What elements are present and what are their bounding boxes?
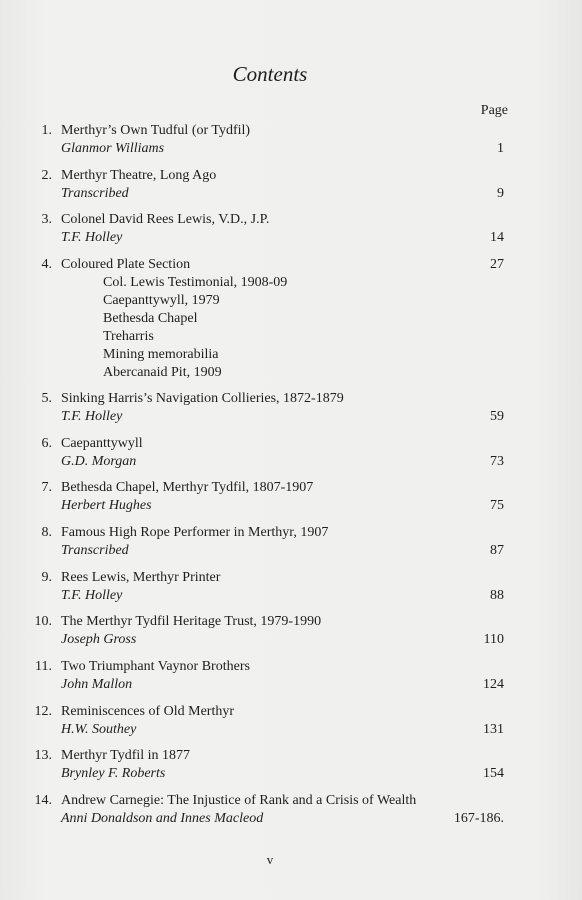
entry-number: 5.: [41, 391, 52, 406]
entry-page: 9: [497, 186, 504, 201]
entry-page: 27: [490, 257, 504, 272]
entry-number: 9.: [41, 570, 52, 585]
entry-author: H.W. Southey: [61, 722, 137, 737]
entry-title: Two Triumphant Vaynor Brothers: [61, 659, 250, 674]
entry-page: 167-186.: [453, 811, 504, 826]
entry-title: Famous High Rope Performer in Merthyr, 1907: [61, 525, 329, 540]
plate-subitem: Abercanaid Pit, 1909: [103, 365, 222, 380]
entry-title: Sinking Harris’s Navigation Collieries, 1872-1879: [61, 391, 344, 406]
plate-subitem: Treharris: [103, 329, 154, 344]
entry-page: 1: [497, 141, 504, 156]
entry-page: 154: [483, 766, 504, 781]
entry-number: 1.: [41, 123, 52, 138]
plate-subitem: Mining memorabilia: [103, 347, 219, 362]
entry-number: 3.: [41, 212, 52, 227]
entry-title: Merthyr Tydfil in 1877: [61, 748, 191, 763]
entry-author: Transcribed: [61, 186, 129, 201]
entry-title: Bethesda Chapel, Merthyr Tydfil, 1807-1907: [61, 480, 314, 495]
plate-subitem: Bethesda Chapel: [103, 311, 198, 326]
entry-number: 7.: [41, 480, 52, 495]
entry-author: Herbert Hughes: [61, 498, 152, 513]
entry-author: G.D. Morgan: [61, 454, 137, 469]
entry-page: 110: [483, 632, 504, 647]
entry-number: 8.: [41, 525, 52, 540]
entry-page: 59: [490, 409, 504, 424]
entry-title: Rees Lewis, Merthyr Printer: [61, 570, 221, 585]
entry-author: T.F. Holley: [61, 230, 123, 245]
entry-author: John Mallon: [61, 677, 133, 692]
entry-author: Transcribed: [61, 543, 129, 558]
entry-page: 87: [490, 543, 504, 558]
plate-subitem: Caepanttywyll, 1979: [103, 293, 220, 308]
entry-title: Merthyr’s Own Tudful (or Tydfil): [61, 123, 251, 138]
entry-page: 14: [490, 230, 504, 245]
entry-number: 4.: [41, 257, 52, 272]
entry-page: 75: [490, 498, 504, 513]
page-column-header: Page: [480, 103, 508, 118]
entry-number: 10.: [34, 614, 52, 629]
entry-page: 131: [483, 722, 504, 737]
entry-page: 88: [490, 588, 504, 603]
entry-title: Colonel David Rees Lewis, V.D., J.P.: [61, 212, 270, 227]
entry-title: Merthyr Theatre, Long Ago: [61, 168, 217, 183]
entry-number: 2.: [41, 168, 52, 183]
page-number-footer: v: [266, 852, 274, 867]
entry-author: T.F. Holley: [61, 588, 123, 603]
entry-number: 6.: [41, 436, 52, 451]
entry-number: 14.: [34, 793, 52, 808]
entry-number: 11.: [35, 659, 52, 674]
entry-title: Coloured Plate Section: [61, 257, 191, 272]
entry-page: 73: [490, 454, 504, 469]
entry-author: Glanmor Williams: [61, 141, 165, 156]
entry-number: 13.: [34, 748, 52, 763]
entry-title: Caepanttywyll: [61, 436, 143, 451]
entry-page: 124: [483, 677, 504, 692]
entry-title: Andrew Carnegie: The Injustice of Rank and a Crisis of Wealth: [61, 793, 417, 808]
entry-number: 12.: [34, 704, 52, 719]
entry-title: The Merthyr Tydfil Heritage Trust, 1979-1990: [61, 614, 322, 629]
page-title: Contents: [232, 62, 308, 86]
plate-subitem: Col. Lewis Testimonial, 1908-09: [103, 275, 288, 290]
entry-author: Anni Donaldson and Innes Macleod: [61, 811, 264, 826]
entry-author: Brynley F. Roberts: [61, 766, 166, 781]
entry-author: Joseph Gross: [61, 632, 137, 647]
entry-title: Reminiscences of Old Merthyr: [61, 704, 235, 719]
plate-subitem-list: [103, 274, 287, 382]
entry-author: T.F. Holley: [61, 409, 123, 424]
